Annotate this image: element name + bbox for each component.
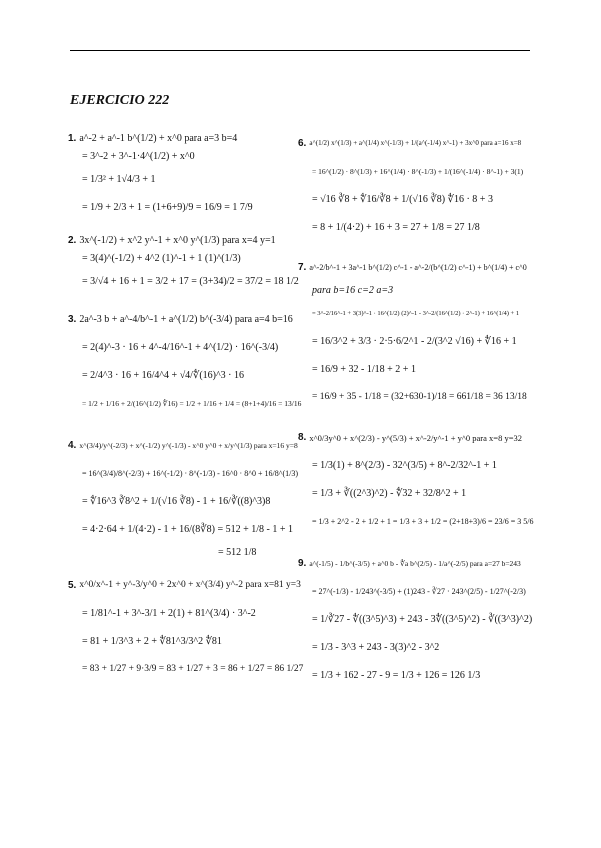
step: = 4·2·64 + 1/(4·2) - 1 + 16/(8∛8) = 512 + 1/8 - 1 + 1 — [82, 523, 294, 535]
step: = 1/9 + 2/3 + 1 = (1+6+9)/9 = 16/9 = 1 7/9 — [82, 201, 253, 213]
exercise-statement: 3x^(-1/2) + x^2 y^-1 + x^0 y^(1/3) para x=4 y=1 — [79, 234, 276, 246]
header-rule — [70, 50, 530, 51]
step: = 16/3^2 + 3/3 · 2·5·6/2^1 - 2/(3^2 √16) + ∜16 + 1 — [312, 335, 517, 347]
step: = 2(4)^-3 · 16 + 4^-4/16^-1 + 4^(1/2) · 16^(-3/4) — [82, 341, 279, 353]
right-column — [298, 130, 533, 700]
step: = 8 + 1/(4·2) + 16 + 3 = 27 + 1/8 = 27 1/8 — [312, 221, 480, 233]
step: = 1/3(1) + 8^(2/3) - 32^(3/5) + 8^-2/32^-1 + 1 — [312, 459, 497, 471]
exercise-8 — [298, 424, 533, 536]
exercise-7 — [298, 254, 533, 412]
step: = 3^-2 + 3^-1·4^(1/2) + x^0 — [82, 150, 195, 162]
step: = 81 + 1/3^3 + 2 + ∜81^3/3^2 ∜81 — [82, 635, 222, 647]
exercise-5 — [68, 572, 303, 684]
exercise-statement: x^0/x^-1 + y^-3/y^0 + 2x^0 + x^(3/4) y^-2 para x=81 y=3 — [79, 580, 301, 591]
step: = 3^-2/16^-1 + 3(3)^-1 · 16^(1/2) (2)^-1 - 3^-2/(16^(1/2) · 2^-1) + 16^(1/4) + 1 — [312, 309, 520, 317]
exercise-9 — [298, 550, 533, 690]
step: = 1/3 + 162 - 27 - 9 = 1/3 + 126 = 126 1/3 — [312, 669, 481, 681]
exercise-statement: a^(1/2) x^(1/3) + a^(1/4) x^(-1/3) + 1/(a^(-1/4) x^-1) + 3x^0 para a=16 x=8 — [309, 139, 522, 148]
exercise-3 — [68, 306, 303, 418]
step: = 3(4)^(-1/2) + 4^2 (1)^-1 + 1 (1)^(1/3) — [82, 252, 241, 264]
exercise-number: 8. — [298, 431, 307, 443]
step: = 16^(1/2) · 8^(1/3) + 16^(1/4) · 8^(-1/3) + 1/(16^(-1/4) · 8^-1) + 3(1) — [312, 167, 524, 177]
exercise-number: 4. — [68, 439, 77, 451]
exercise-4 — [68, 432, 303, 562]
step: = √16 ∛8 + ∜16/∛8 + 1/(√16 ∛8) ∜16 · 8 + 3 — [312, 193, 493, 205]
step: = 16^(3/4)/8^(-2/3) + 16^(-1/2) · 8^(-1/3) - 16^0 · 8^0 + 16/8^(1/3) — [82, 468, 298, 478]
exercise-statement: x^0/3y^0 + x^(2/3) - y^(5/3) + x^-2/y^-1 + y^0 para x=8 y=32 — [309, 432, 522, 443]
step: = 1/2 + 1/16 + 2/(16^(1/2) ∜16) = 1/2 + 1/16 + 1/4 = (8+1+4)/16 = 13/16 — [82, 399, 302, 409]
page-title: EJERCICIO 222 — [70, 93, 170, 108]
exercise-number: 1. — [68, 132, 77, 144]
step: = 1/81^-1 + 3^-3/1 + 2(1) + 81^(3/4) · 3^-2 — [82, 607, 256, 619]
exercise-number: 7. — [298, 261, 307, 273]
step: = 1/3² + 1√4/3 + 1 — [82, 173, 156, 185]
exercise-6 — [298, 130, 533, 242]
exercise-1 — [68, 130, 303, 222]
left-column — [68, 130, 303, 694]
step: = 1/3 - 3^3 + 243 - 3(3)^2 - 3^2 — [312, 641, 440, 653]
exercise-number: 6. — [298, 137, 307, 149]
step: = 27^(-1/3) - 1/243^(-3/5) + (1)243 - ∛27 · 243^(2/5) - 1/27^(-2/3) — [312, 586, 526, 596]
exercise-statement: a^-2 + a^-1 b^(1/2) + x^0 para a=3 b=4 — [79, 132, 238, 144]
exercise-statement: a^(-1/5) - 1/b^(-3/5) + a^0 b - ∜a b^(2/5) - 1/a^(-2/5) para a=27 b=243 — [309, 559, 521, 569]
exercise-statement: x^(3/4)/y^(-2/3) + x^(-1/2) y^(-1/3) - x^0 y^0 + x/y^(1/3) para x=16 y=8 — [79, 441, 298, 451]
step: = 1/3 + ∛((2^3)^2) - ∜32 + 32/8^2 + 1 — [312, 487, 467, 499]
exercise-number: 2. — [68, 234, 77, 246]
step: = 2/4^3 · 16 + 16/4^4 + √4/∜(16)^3 · 16 — [82, 369, 245, 381]
step: = 83 + 1/27 + 9·3/9 = 83 + 1/27 + 3 = 86 + 1/27 = 86 1/27 — [82, 664, 304, 675]
exercise-statement: a^-2/b^-1 + 3a^-1 b^(1/2) c^-1 - a^-2/(b^(1/2) c^-1) + b^(1/4) + c^0 — [309, 262, 527, 272]
exercise-number: 5. — [68, 579, 77, 591]
exercise-condition: para b=16 c=2 a=3 — [312, 284, 394, 296]
step: = 16/9 + 35 - 1/18 = (32+630-1)/18 = 661/18 = 36 13/18 — [312, 392, 527, 403]
exercise-2 — [68, 232, 303, 296]
step: = 512 1/8 — [218, 546, 257, 558]
step: = 16/9 + 32 - 1/18 + 2 + 1 — [312, 363, 416, 375]
step: = ∜16^3 ∛8^2 + 1/(√16 ∛8) - 1 + 16/∛((8)^3)8 — [82, 495, 271, 507]
step: = 1/∛27 - ∜((3^5)^3) + 243 - 3∜((3^5)^2) - ∛((3^3)^2) — [312, 613, 533, 625]
step: = 3/√4 + 16 + 1 = 3/2 + 17 = (3+34)/2 = 37/2 = 18 1/2 — [82, 275, 299, 287]
exercise-number: 9. — [298, 557, 307, 569]
exercise-statement: 2a^-3 b + a^-4/b^-1 + a^(1/2) b^(-3/4) para a=4 b=16 — [79, 313, 293, 325]
exercise-number: 3. — [68, 313, 77, 325]
step: = 1/3 + 2^2 - 2 + 1/2 + 1 = 1/3 + 3 + 1/2 = (2+18+3)/6 = 23/6 = 3 5/6 — [312, 516, 534, 526]
